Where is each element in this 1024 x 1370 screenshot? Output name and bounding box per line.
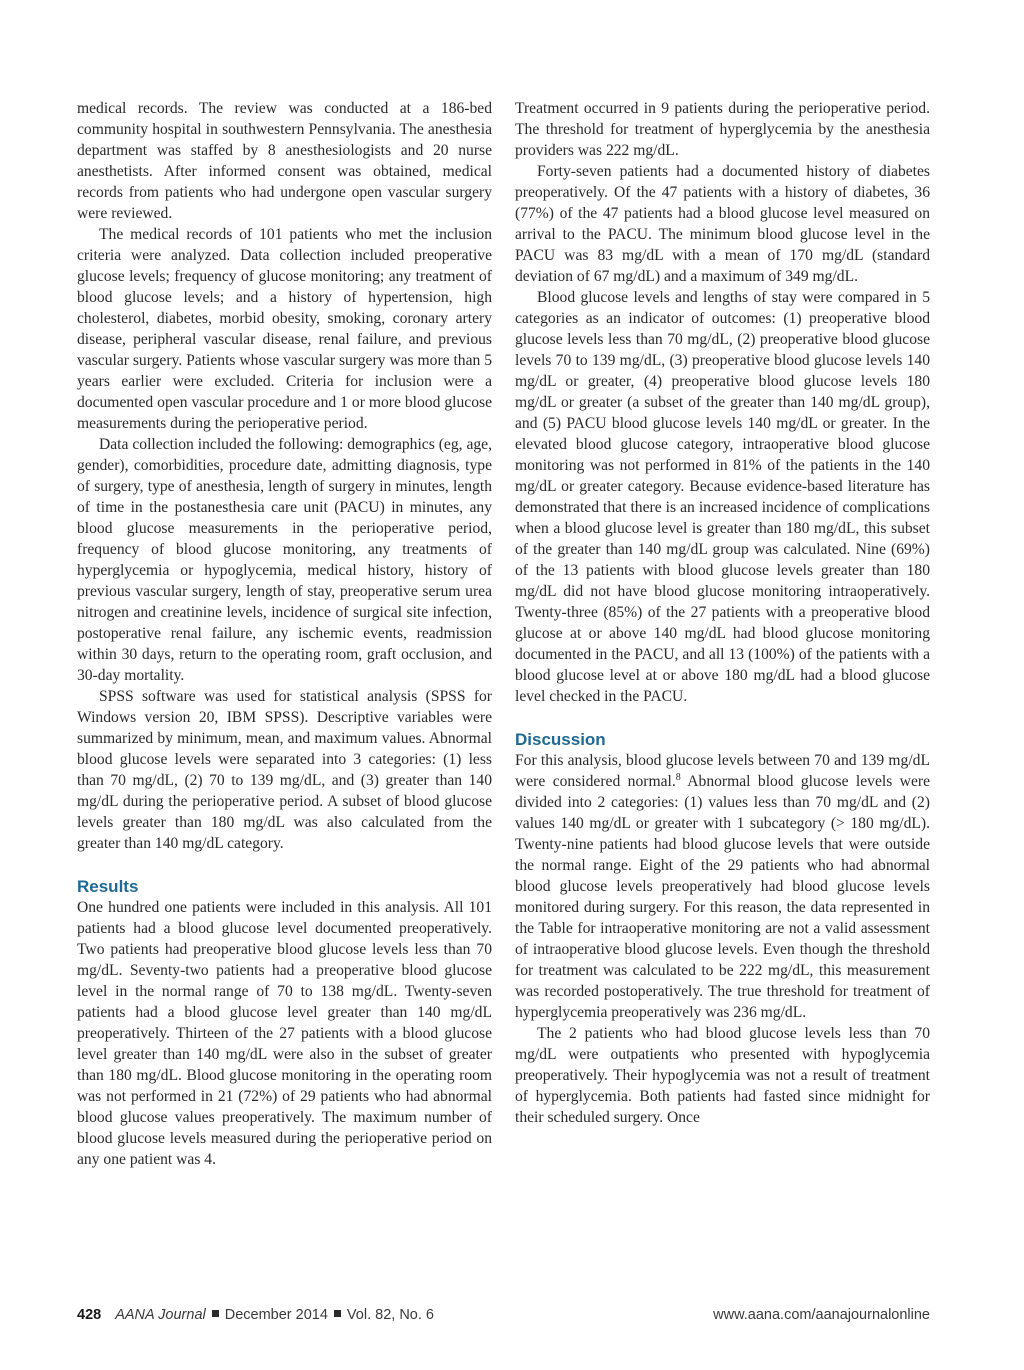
paragraph: Treatment occurred in 9 patients during the perioperative period. The threshold for treatment of hyperglycemia by the anesthesia providers was 222 mg/dL. bbox=[515, 100, 930, 159]
reference-marker: 8 bbox=[675, 771, 681, 783]
page-footer bbox=[77, 1307, 930, 1329]
paragraph: The 2 patients who had blood glucose levels less than 70 mg/dL were outpatients who presented with hypoglycemia preoperatively. Their hypoglycemia was not a result of treatment of hyperglycemia. Both patients had fasted since midnight for their scheduled surgery. Once bbox=[515, 1025, 930, 1126]
paragraph: One hundred one patients were included in this analysis. All 101 patients had a blood glucose level documented preoperatively. Two patients had preoperative blood glucose levels less than 70 mg/dL. Seventy-two patients had a preoperative blood glucose level in the normal range of 70 to 138 mg/dL. Twenty-seven patients had a blood glucose level greater than 140 mg/dL preoperatively. Thirteen of the 27 patients with a blood glucose level greater than 140 mg/dL were also in the subset of greater than 180 mg/dL. Blood glucose monitoring in the operating room was not performed in 21 (72%) of 29 patients who had abnormal blood glucose values preoperatively. The maximum number of blood glucose levels measured during the perioperative period on any one patient was 4. bbox=[77, 899, 492, 1168]
paragraph-text: For this analysis, blood glucose levels between 70 and 139 mg/dL were considered normal. bbox=[515, 752, 930, 790]
page-number: 428 bbox=[77, 1307, 102, 1323]
paragraph: The medical records of 101 patients who met the inclusion criteria were analyzed. Data collection included preoperative glucose levels; frequency of glucose monitoring; any treatment of blood glucose levels; and a history of hypertension, high cholesterol, diabetes, morbid obesity, smoking, coronary artery disease, peripheral vascular disease, renal failure, and previous vascular surgery. Patients whose vascular surgery was more than 5 years earlier were excluded. Criteria for inclusion were a documented open vascular procedure and 1 or more blood glucose measurements during the perioperative period. bbox=[77, 226, 493, 432]
separator-square-icon bbox=[212, 1310, 219, 1317]
results-heading: Results bbox=[77, 877, 139, 896]
paragraph: Data collection included the following: demographics (eg, age, gender), comorbidities, procedure date, admitting diagnosis, type of surgery, type of anesthesia, length of surgery in minutes, length of time in the postanesthesia care unit (PACU) in minutes, any blood glucose measurements in the perioperative period, frequency of blood glucose monitoring, any treatments of hyperglycemia or hypoglycemia, medical history, history of previous vascular surgery, length of stay, preoperative serum urea nitrogen and creatinine levels, incidence of surgical site infection, postoperative renal failure, any ischemic events, readmission within 30 days, return to the operating room, graft occlusion, and 30-day mortality. bbox=[77, 436, 492, 684]
paragraph: SPSS software was used for statistical analysis (SPSS for Windows version 20, IBM SPSS). Descriptive variables were summarized by minimum, mean, and maximum values. Abnormal blood glucose levels were separated into 3 categories: (1) less than 70 mg/dL, (2) 70 to 139 mg/dL, and (3) greater than 140 mg/dL during the perioperative period. A subset of blood glucose levels greater than 180 mg/dL was also calculated from the greater than 140 mg/dL category. bbox=[77, 688, 492, 852]
volume-info: Vol. 82, No. 6 bbox=[346, 1307, 434, 1323]
paragraph-text: Abnormal blood glucose levels were divided into 2 categories: (1) values less than 70 mg/dL and (2) values 140 mg/dL or greater with 1 subcategory (> 180 mg/dL). Twenty-nine patients had blood glucose levels that were outside the normal range. Eight of the 29 patients who had abnormal blood glucose levels preoperatively had blood glucose levels monitored during surgery. For this reason, the data represented in the Table for intraoperative monitoring are not a valid assessment of intraoperative blood glucose levels. Even though the threshold for treatment was calculated to be 222 mg/dL, this measurement was recorded postoperatively. The true threshold for treatment of hyperglycemia preoperatively was 236 mg/dL. bbox=[515, 773, 930, 1021]
issue-date: December 2014 bbox=[224, 1307, 328, 1323]
left-column bbox=[77, 98, 492, 1170]
journal-name: AANA Journal bbox=[115, 1307, 206, 1323]
separator-square-icon bbox=[334, 1310, 341, 1317]
journal-url: www.aana.com/aanajournalonline bbox=[713, 1307, 930, 1323]
paragraph: medical records. The review was conducted at a 186-bed community hospital in southwestern Pennsylvania. The anesthesia department was staffed by 8 anesthesiologists and 20 nurse anesthetists. After informed consent was obtained, medical records from patients who had undergone open vascular surgery were reviewed. bbox=[77, 100, 492, 222]
right-column bbox=[515, 98, 930, 1128]
paragraph: Forty-seven patients had a documented history of diabetes preoperatively. Of the 47 patients with a history of diabetes, 36 (77%) of the 47 patients had a blood glucose level measured on arrival to the PACU. The minimum blood glucose level in the PACU was 83 mg/dL with a mean of 170 mg/dL (standard deviation of 67 mg/dL) and a maximum of 349 mg/dL. bbox=[515, 163, 930, 285]
paragraph bbox=[515, 750, 930, 1023]
discussion-heading: Discussion bbox=[515, 730, 606, 749]
paragraph: Blood glucose levels and lengths of stay were compared in 5 categories as an indicator of outcomes: (1) preoperative blood glucose levels less than 70 mg/dL, (2) preoperative blood glucose levels 70 to 139 mg/dL, (3) preoperative blood glucose levels 140 mg/dL or greater, (4) preoperative blood glucose levels 180 mg/dL or greater (a subset of the greater than 140 mg/dL group), and (5) PACU blood glucose levels 140 mg/dL or greater. In the elevated blood glucose category, intraoperative blood glucose monitoring was not performed in 81% of the patients in the 140 mg/dL or greater category. Because evidence-based literature has demonstrated that there is an increased incidence of complications when a blood glucose level is greater than 180 mg/dL, this subset of the greater than 140 mg/dL group was calculated. Nine (69%) of the 13 patients with blood glucose levels greater than 180 mg/dL did not have blood glucose monitoring intraoperatively. Twenty-three (85%) of the 27 patients with a preoperative blood glucose at or above 140 mg/dL had blood glucose monitoring documented in the PACU, and all 13 (100%) of the patients with a blood glucose level at or above 180 mg/dL had a blood glucose level checked in the PACU. bbox=[515, 289, 930, 705]
